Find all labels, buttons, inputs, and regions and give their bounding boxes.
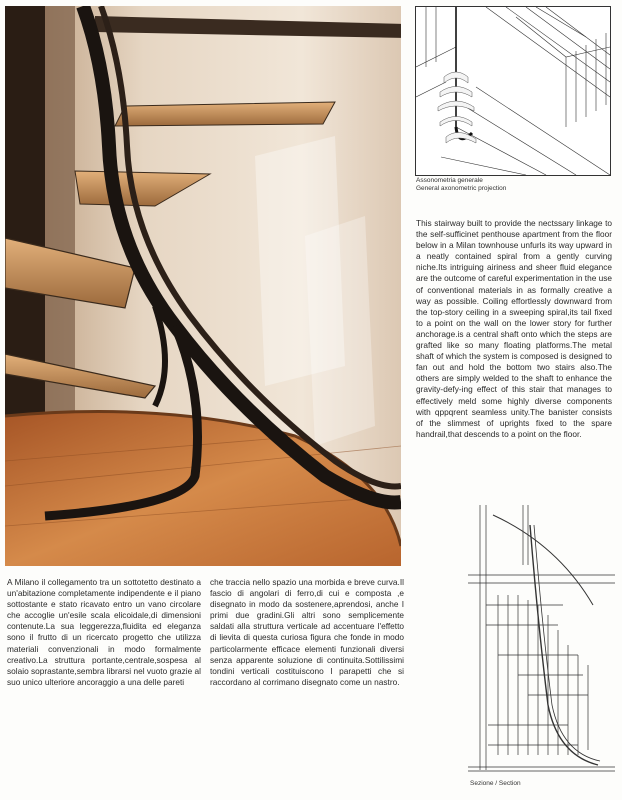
axonometric-caption-it: Assonometria generale — [416, 177, 483, 184]
italian-body-text-column-1: A Milano il collegamento tra un sottotetto destinato a un'abitazione completamente indipendente e il piano sottostante e stato ricavato entro un vano circolare che accoglie un'esile scala elicoidale,di dimensioni contenute.La sua leggerezza,fluidita ed eleganza sono il frutto di un ricercato progetto che utilizza materiali convenzionali in modo formalmente creativo.La struttura portante,centrale,sospesa al solaio soprastante,sembra librarsi nel vuoto grazie al suo unico ulteriore ancoraggio a una delle pareti — [7, 577, 201, 687]
section-drawing — [468, 505, 615, 777]
axonometric-caption-en: General axonometric projection — [416, 185, 507, 192]
italian-body-text-column-2: che traccia nello spazio una morbida e breve curva.Il fascio di angolari di ferro,di cui e composta ,e disegnato in modo da sostenere,aprendosi, anche I primi due gradini.Gli altri sono semplicemente saldati alla struttura verticale ad accentuare l'effetto di lievita di questa curiosa figura che fonde in modo particolarmente efficace elementi funzionali diversi senza apparente soluzione di continuita.Sottilissimi tondini verticali costituiscono I parapetti che si raccordano al corrimano disegnato come un nastro. — [210, 577, 404, 687]
english-body-text: This stairway built to provide the nectssary linkage to the self-sufficinet penthouse apartment from the floor below in a Milan townhouse unfurls its way upward in a neatly contained spiral from a gently curving niche.Its intriguing airiness and sheer fluid elegance are the outcome of careful experimentation in the use of conventional materials in as formally creative a way as possible. Coiling effortlessly downward from the top-story ceiling in a sweeping spiral,its tail fixed to a point on the wall on the lower story for further anchorage.is a central shaft onto which the steps are grafted like so many floating platforms.The metal shaft of which the system is composed is designed to fan out and hold the bottom two stairs also.The others are simply welded to the shaft to enhance the gravity-defy-ing effect of this stair that manages to effectively meld some highly diverse components with qppqrent seamless unity.The banister consists of the slimmest of uprights fixed to the spare handrail,that descends to a point on the floor. — [416, 218, 613, 439]
section-caption: Sezione / Section — [470, 780, 521, 787]
stair-photo — [5, 6, 401, 566]
axonometric-caption — [416, 177, 506, 193]
section-illustration — [468, 505, 615, 777]
stair-photo-illustration — [5, 6, 401, 566]
axonometric-drawing — [415, 6, 611, 176]
axonometric-illustration — [416, 7, 610, 175]
